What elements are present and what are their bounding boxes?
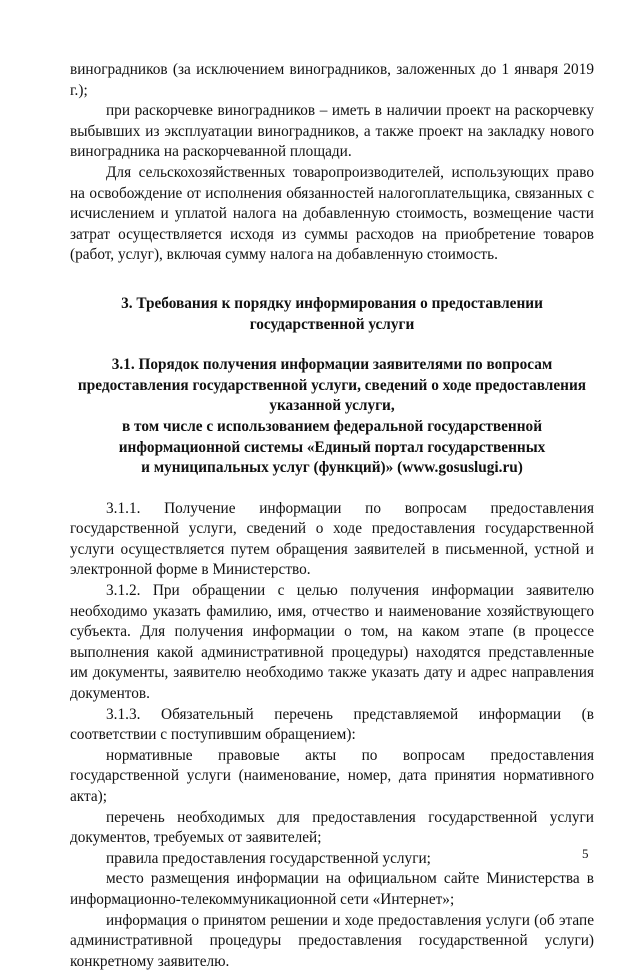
- section-3-1-heading-line-1: 3.1. Порядок получения информации заявителями по вопросам: [111, 356, 553, 374]
- paragraph-3-1-2: 3.1.2. При обращении с целью получения информации заявителю необходимо указать фамилию, имя, отчество и наименование хозяйствующего субъекта. Для получения информации о том, на каком этапе (в процессе выполнения какой административной процедуры) находятся представленные им документы, заявителю необходимо также указать дату и адрес направления документов.: [70, 582, 594, 703]
- section-3-1-heading-line-5: информационной системы «Единый портал государственных: [118, 438, 546, 456]
- list-item: нормативные правовые акты по вопросам предоставления государственной услуги (наименование, номер, дата принятия нормативного акта);: [70, 746, 594, 805]
- section-3-1-heading-line-4: в том числе с использованием федеральной государственной: [121, 417, 543, 435]
- section-3-heading: [70, 294, 594, 335]
- page-number: 5: [582, 846, 589, 861]
- section-3-heading-line-1: 3. Требования к порядку информирования о предоставлении: [121, 294, 543, 312]
- paragraph-3-1-1: 3.1.1. Получение информации по вопросам предоставления государственной услуги, сведений о ходе предоставления государственной услуги осуществляется путем обращения заявителей в письменной, устной и электронной форме в Министерство.: [70, 499, 594, 579]
- section-3-1-heading-line-2: предоставления государственной услуги, сведений о ходе предоставления: [77, 376, 587, 394]
- intro-paragraph-3: Для сельскохозяйственных товаропроизводителей, использующих право на освобождение от исполнения обязанностей налогоплательщика, связанных с исчислением и уплатой налога на добавленную стоимость, возмещение части затрат осуществляется исходя из суммы расходов на приобретение товаров (работ, услуг), включая сумму налога на добавленную стоимость.: [70, 163, 594, 264]
- list-item: перечень необходимых для предоставления государственной услуги документов, требуемых от заявителей;: [70, 808, 594, 847]
- list-item: информация о принятом решении и ходе предоставления услуги (об этапе административной процедуры предоставления государственной услуги) конкретному заявителю.: [70, 911, 594, 970]
- section-3-heading-line-2: государственной услуги: [249, 315, 415, 333]
- section-3-1-heading: [70, 355, 594, 479]
- document-page: [70, 60, 594, 972]
- list-item: правила предоставления государственной услуги;: [106, 849, 431, 867]
- paragraph-3-1-3: 3.1.3. Обязательный перечень представляемой информации (в соответствии с поступившим обращением):: [70, 705, 594, 744]
- intro-paragraph-1: виноградников (за исключением виноградников, заложенных до 1 января 2019 г.);: [70, 61, 594, 99]
- section-3-1-heading-line-3: указанной услуги,: [269, 397, 395, 415]
- section-3-1-heading-line-6: и муниципальных услуг (функций)» (www.gosuslugi.ru): [141, 459, 523, 477]
- list-item: место размещения информации на официальном сайте Министерства в информационно-телекоммуникационной сети «Интернет»;: [70, 870, 594, 908]
- intro-paragraph-2: при раскорчевке виноградников – иметь в наличии проект на раскорчевку выбывших из эксплуатации виноградников, а также проект на закладку нового виноградника на раскорчеванной площади.: [70, 102, 594, 161]
